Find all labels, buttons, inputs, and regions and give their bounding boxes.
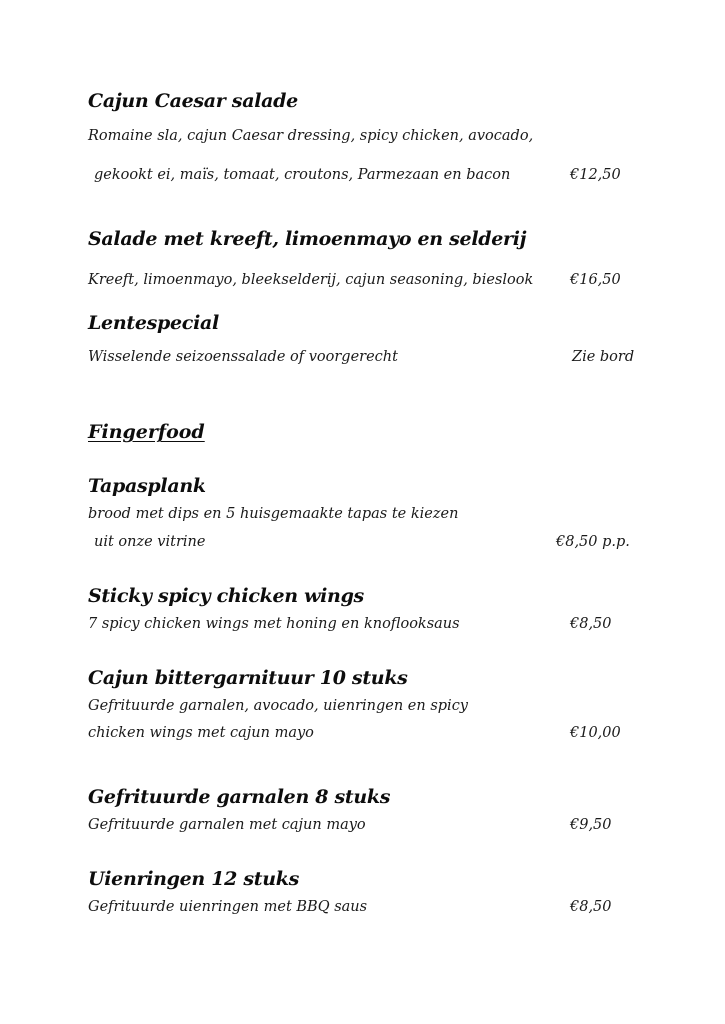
dish-desc-chicken-wings: 7 spicy chicken wings met honing en knoflooksaus	[88, 616, 460, 632]
dish-price-cajun-caesar: €12,50	[570, 167, 621, 183]
dish-price-bittergarnituur: €10,00	[570, 725, 621, 741]
dish-title-garnalen: Gefrituurde garnalen 8 stuks	[88, 786, 391, 808]
dish-price-chicken-wings: €8,50	[570, 616, 612, 632]
dish-title-bittergarnituur: Cajun bittergarnituur 10 stuks	[88, 667, 408, 689]
dish-price-uienringen: €8,50	[570, 899, 612, 915]
dish-desc-garnalen: Gefrituurde garnalen met cajun mayo	[88, 817, 366, 833]
dish-desc-tapasplank-line1: brood met dips en 5 huisgemaakte tapas te kiezen	[88, 506, 459, 522]
dish-price-tapasplank: €8,50 p.p.	[556, 534, 630, 550]
dish-title-kreeft: Salade met kreeft, limoenmayo en selderij	[88, 228, 527, 250]
dish-title-lentespecial: Lentespecial	[88, 312, 219, 334]
dish-title-cajun-caesar: Cajun Caesar salade	[88, 90, 298, 112]
dish-desc-cajun-caesar-line2: gekookt ei, maïs, tomaat, croutons, Parmezaan en bacon	[94, 167, 511, 183]
dish-price-kreeft: €16,50	[570, 272, 621, 288]
section-heading-fingerfood: Fingerfood	[88, 421, 205, 443]
dish-desc-lentespecial: Wisselende seizoenssalade of voorgerecht	[88, 349, 398, 365]
dish-desc-uienringen: Gefrituurde uienringen met BBQ saus	[88, 899, 368, 915]
dish-price-lentespecial: Zie bord	[572, 349, 635, 365]
dish-desc-tapasplank-line2: uit onze vitrine	[94, 534, 206, 550]
dish-title-chicken-wings: Sticky spicy chicken wings	[88, 585, 364, 607]
dish-price-garnalen: €9,50	[570, 817, 612, 833]
dish-desc-bittergarnituur-line1: Gefrituurde garnalen, avocado, uienringen en spicy	[88, 698, 469, 714]
dish-desc-bittergarnituur-line2: chicken wings met cajun mayo	[88, 725, 314, 741]
dish-desc-cajun-caesar-line1: Romaine sla, cajun Caesar dressing, spicy chicken, avocado,	[88, 128, 534, 144]
dish-desc-kreeft: Kreeft, limoenmayo, bleekselderij, cajun seasoning, bieslook	[88, 272, 534, 288]
dish-title-tapasplank: Tapasplank	[88, 475, 206, 497]
dish-title-uienringen: Uienringen 12 stuks	[88, 868, 300, 890]
